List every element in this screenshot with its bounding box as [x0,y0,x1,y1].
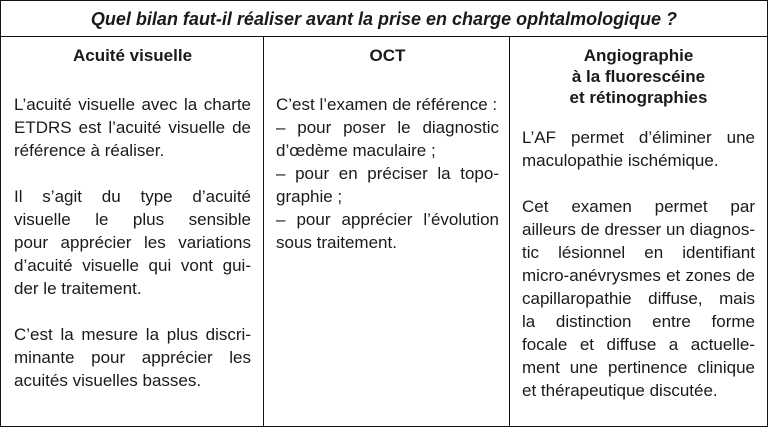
heading-line: à la fluorescéine [571,67,706,86]
column-angiographie [510,37,767,426]
text-line: Cet examen permet par [522,197,755,216]
text-line: L’AF permet d’éliminer une [522,128,755,147]
text-line: C’est la mesure la plus discri- [14,325,251,344]
heading-line: et rétinographies [569,88,708,107]
table-columns [1,37,767,426]
text-line: – pour apprécier l’évolution [276,210,499,229]
column-acuite-visuelle [1,37,264,426]
column-oct [264,37,510,426]
text-line: L’acuité visuelle avec la charte [14,95,251,114]
text-line: et thérapeutique discutée. [522,381,718,400]
text-line: pour apprécier les variations [14,233,251,252]
column-heading [522,37,755,108]
text-line: micro-anévrysmes et zones de [522,266,755,285]
paragraph [14,93,251,162]
text-line: maculopathie ischémique. [522,151,719,170]
paragraph [14,185,251,300]
text-line: – pour poser le diagnostic [276,118,499,137]
text-line: d’œdème maculaire ; [276,141,436,160]
paragraph [522,195,755,402]
text-line: ment une pertinence clinique [522,358,755,377]
text-line: visuelle le plus sensible [14,210,251,229]
text-line: C’est l’examen de référence : [276,95,498,114]
text-line: la distinction entre forme [522,312,755,331]
text-line: der le traitement. [14,279,142,298]
text-line: ETDRS est l’acuité visuelle de [14,118,251,137]
text-line: capillaropathie diffuse, mais [522,289,755,308]
text-line: d’acuité visuelle qui vont gui- [14,256,251,275]
paragraph [522,126,755,172]
column-heading [14,37,251,66]
text-line: référence à réaliser. [14,141,165,160]
column-heading [276,37,499,66]
text-line: ailleurs de dresser un diagnos- [522,220,755,239]
heading-line: Acuité visuelle [72,46,193,65]
text-line: focale et diffuse a actuelle- [522,335,755,354]
paragraph [14,323,251,392]
heading-line: OCT [369,46,406,65]
text-line: minante pour apprécier les [14,348,251,367]
table-title: Quel bilan faut-il réaliser avant la prise en charge ophtalmologique ? [1,1,767,37]
text-line: sous traitement. [276,233,397,252]
text-line: – pour en préciser la topo- [276,164,499,183]
heading-line: Angiographie [583,46,694,65]
text-line: acuités visuelles basses. [14,371,202,390]
text-line: graphie ; [276,187,343,206]
paragraph [276,93,499,254]
text-line: Il s’agit du type d’acuité [14,187,251,206]
text-line: tic lésionnel en identifiant [522,243,755,262]
